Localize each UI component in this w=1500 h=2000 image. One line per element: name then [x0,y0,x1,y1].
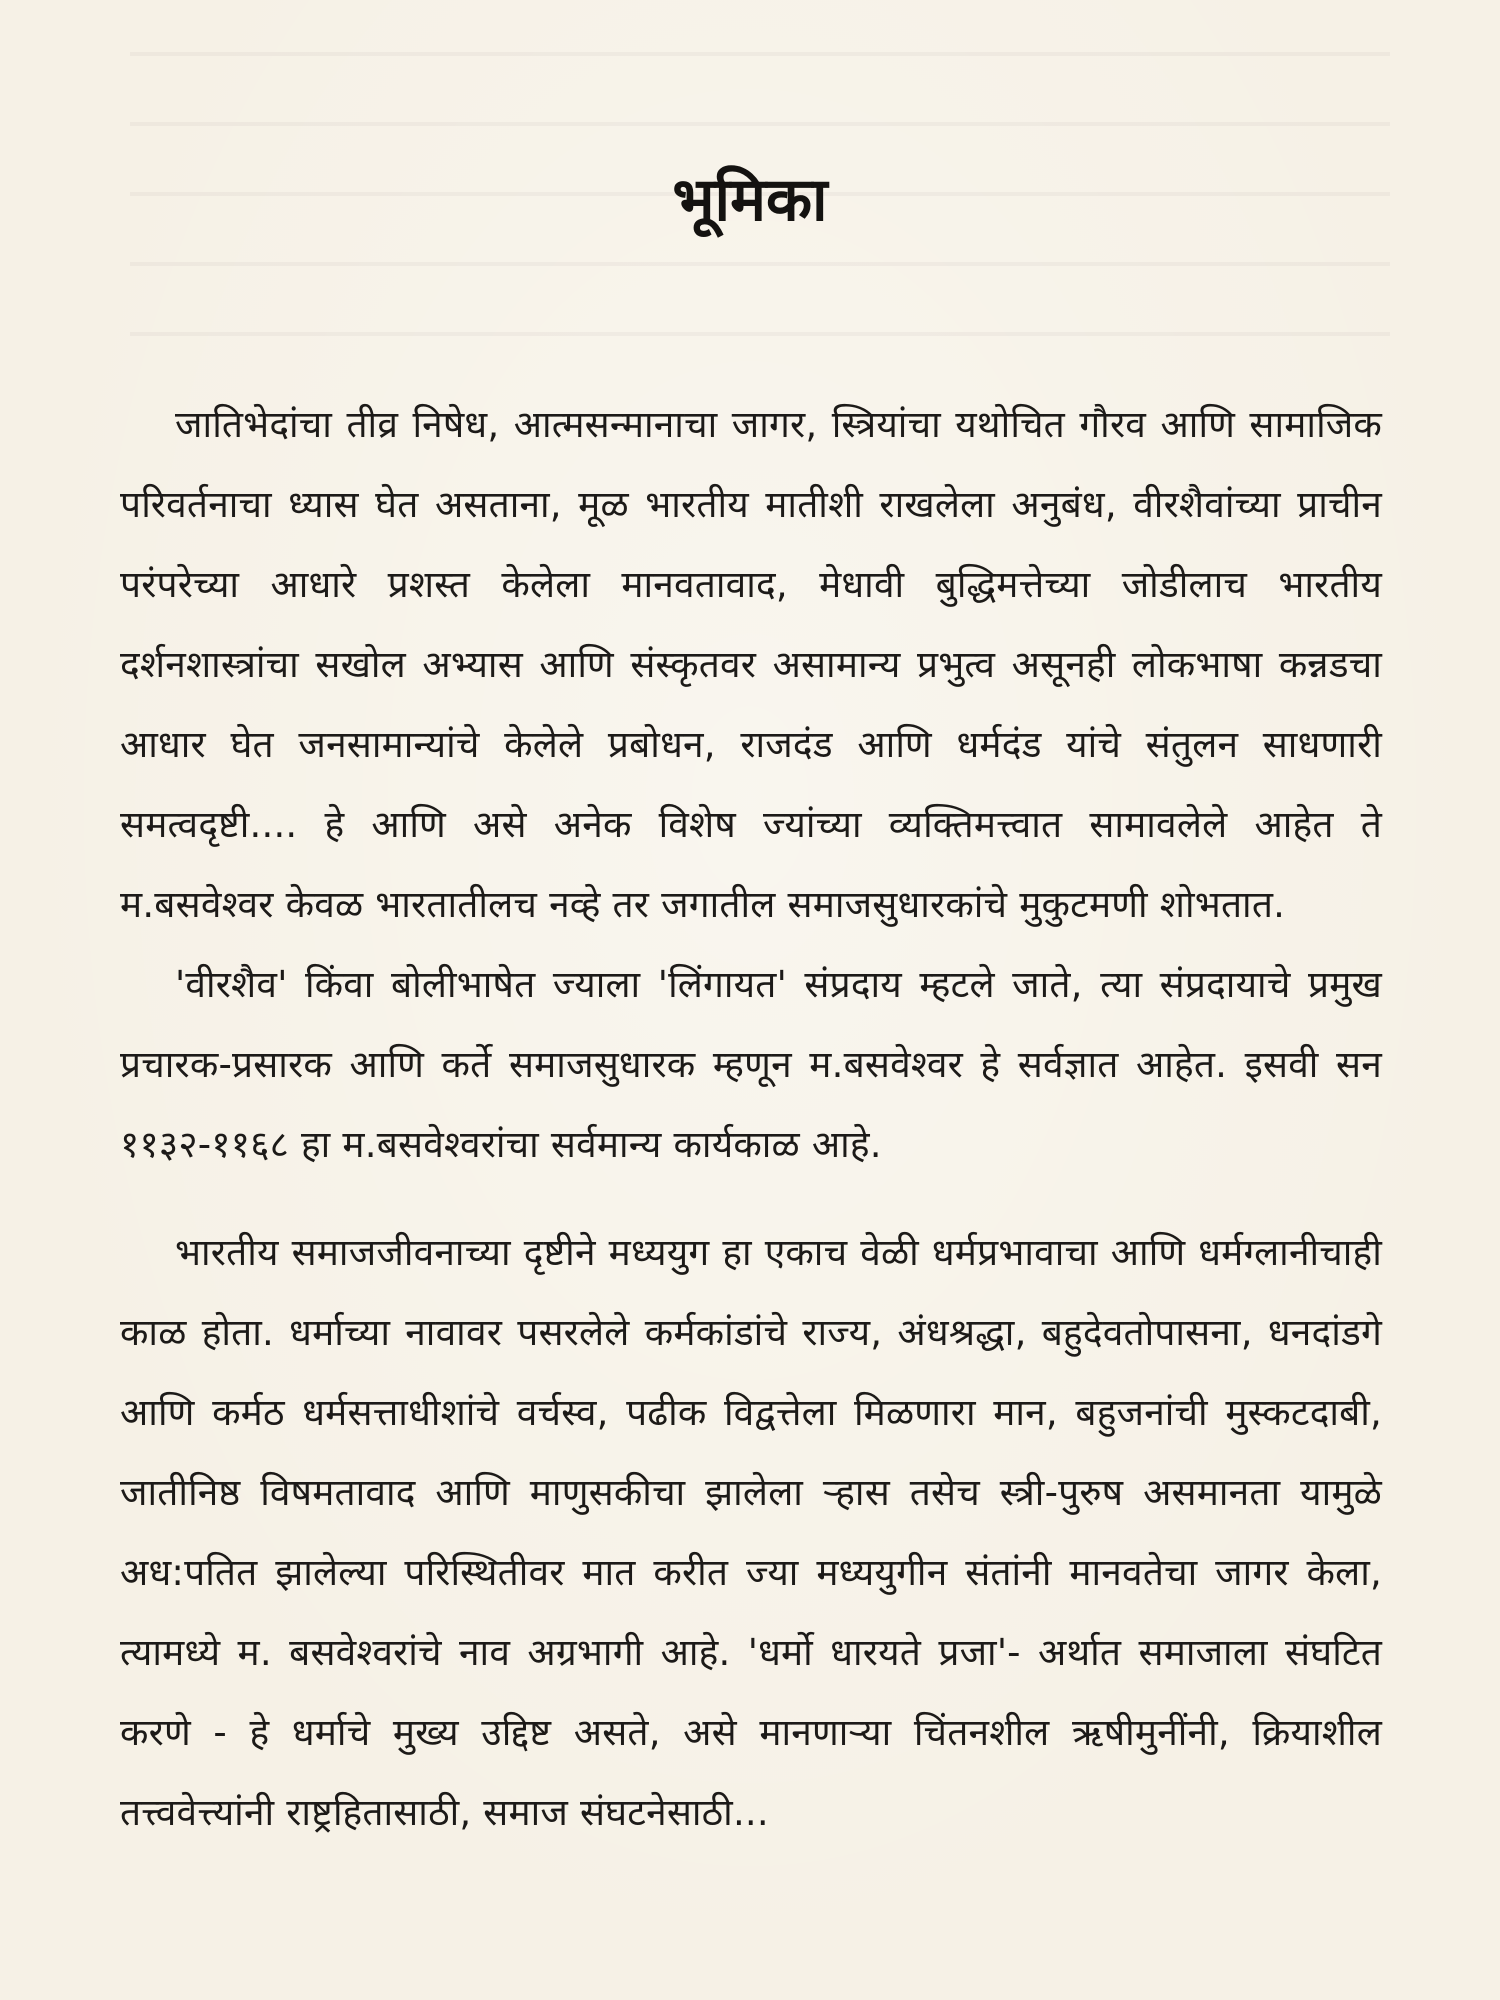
show-through-line [130,52,1390,56]
page-title: भूमिका [672,165,828,235]
paragraph-3: भारतीय समाजजीवनाच्या दृष्टीने मध्ययुग हा एकाच वेळी धर्मप्रभावाचा आणि धर्मग्लानीचाही काळ होता. धर्माच्या नावावर पसरलेले कर्मकांडांचे राज्य, अंधश्रद्धा, बहुदेवतोपासना, धनदांडगे आणि कर्मठ धर्मसत्ताधीशांचे वर्चस्व, पढीक विद्वत्तेला मिळणारा मान, बहुजनांची मुस्कटदाबी, जातीनिष्ठ विषमतावाद आणि माणुसकीचा झालेला ऱ्हास तसेच स्त्री-पुरुष असमानता यामुळे अध:पतित झालेल्या परिस्थितीवर मात करीत ज्या मध्ययुगीन संतांनी मानवतेचा जागर केला, त्यामध्ये म. बसवेश्वरांचे नाव अग्रभागी आहे. 'धर्मो धारयते प्रजा'- अर्थात समाजाला संघटित करणे - हे धर्माचे मुख्य उद्दिष्ट असते, असे मानणाऱ्या चिंतनशील ऋषीमुनींनी, क्रियाशील तत्त्ववेत्त्यांनी राष्ट्रहितासाठी, समाज संघटनेसाठी... [120,1231,1382,1834]
show-through-line [130,122,1390,126]
paragraph-2: 'वीरशैव' किंवा बोलीभाषेत ज्याला 'लिंगायत' संप्रदाय म्हटले जाते, त्या संप्रदायाचे प्रमुख प्रचारक-प्रसारक आणि कर्ते समाजसुधारक म्हणून म.बसवेश्वर हे सर्वज्ञात आहेत. इसवी सन ११३२-११६८ हा म.बसवेश्वरांचा सर्वमान्य कार्यकाळ आहे. [120,963,1382,1166]
show-through-line [130,332,1390,336]
body-text [120,385,1382,1853]
paragraph-1: जातिभेदांचा तीव्र निषेध, आत्मसन्मानाचा जागर, स्त्रियांचा यथोचित गौरव आणि सामाजिक परिवर्तनाचा ध्यास घेत असताना, मूळ भारतीय मातीशी राखलेला अनुबंध, वीरशैवांच्या प्राचीन परंपरेच्या आधारे प्रशस्त केलेला मानवतावाद, मेधावी बुद्धिमत्तेच्या जोडीलाच भारतीय दर्शनशास्त्रांचा सखोल अभ्यास आणि संस्कृतवर असामान्य प्रभुत्व असूनही लोकभाषा कन्नडचा आधार घेत जनसामान्यांचे केलेले प्रबोधन, राजदंड आणि धर्मदंड यांचे संतुलन साधणारी समत्वदृष्टी.... हे आणि असे अनेक विशेष ज्यांच्या व्यक्तिमत्त्वात सामावलेले आहेत ते म.बसवेश्वर केवळ भारतातीलच नव्हे तर जगातील समाजसुधारकांचे मुकुटमणी शोभतात. [120,403,1382,926]
show-through-line [130,262,1390,266]
